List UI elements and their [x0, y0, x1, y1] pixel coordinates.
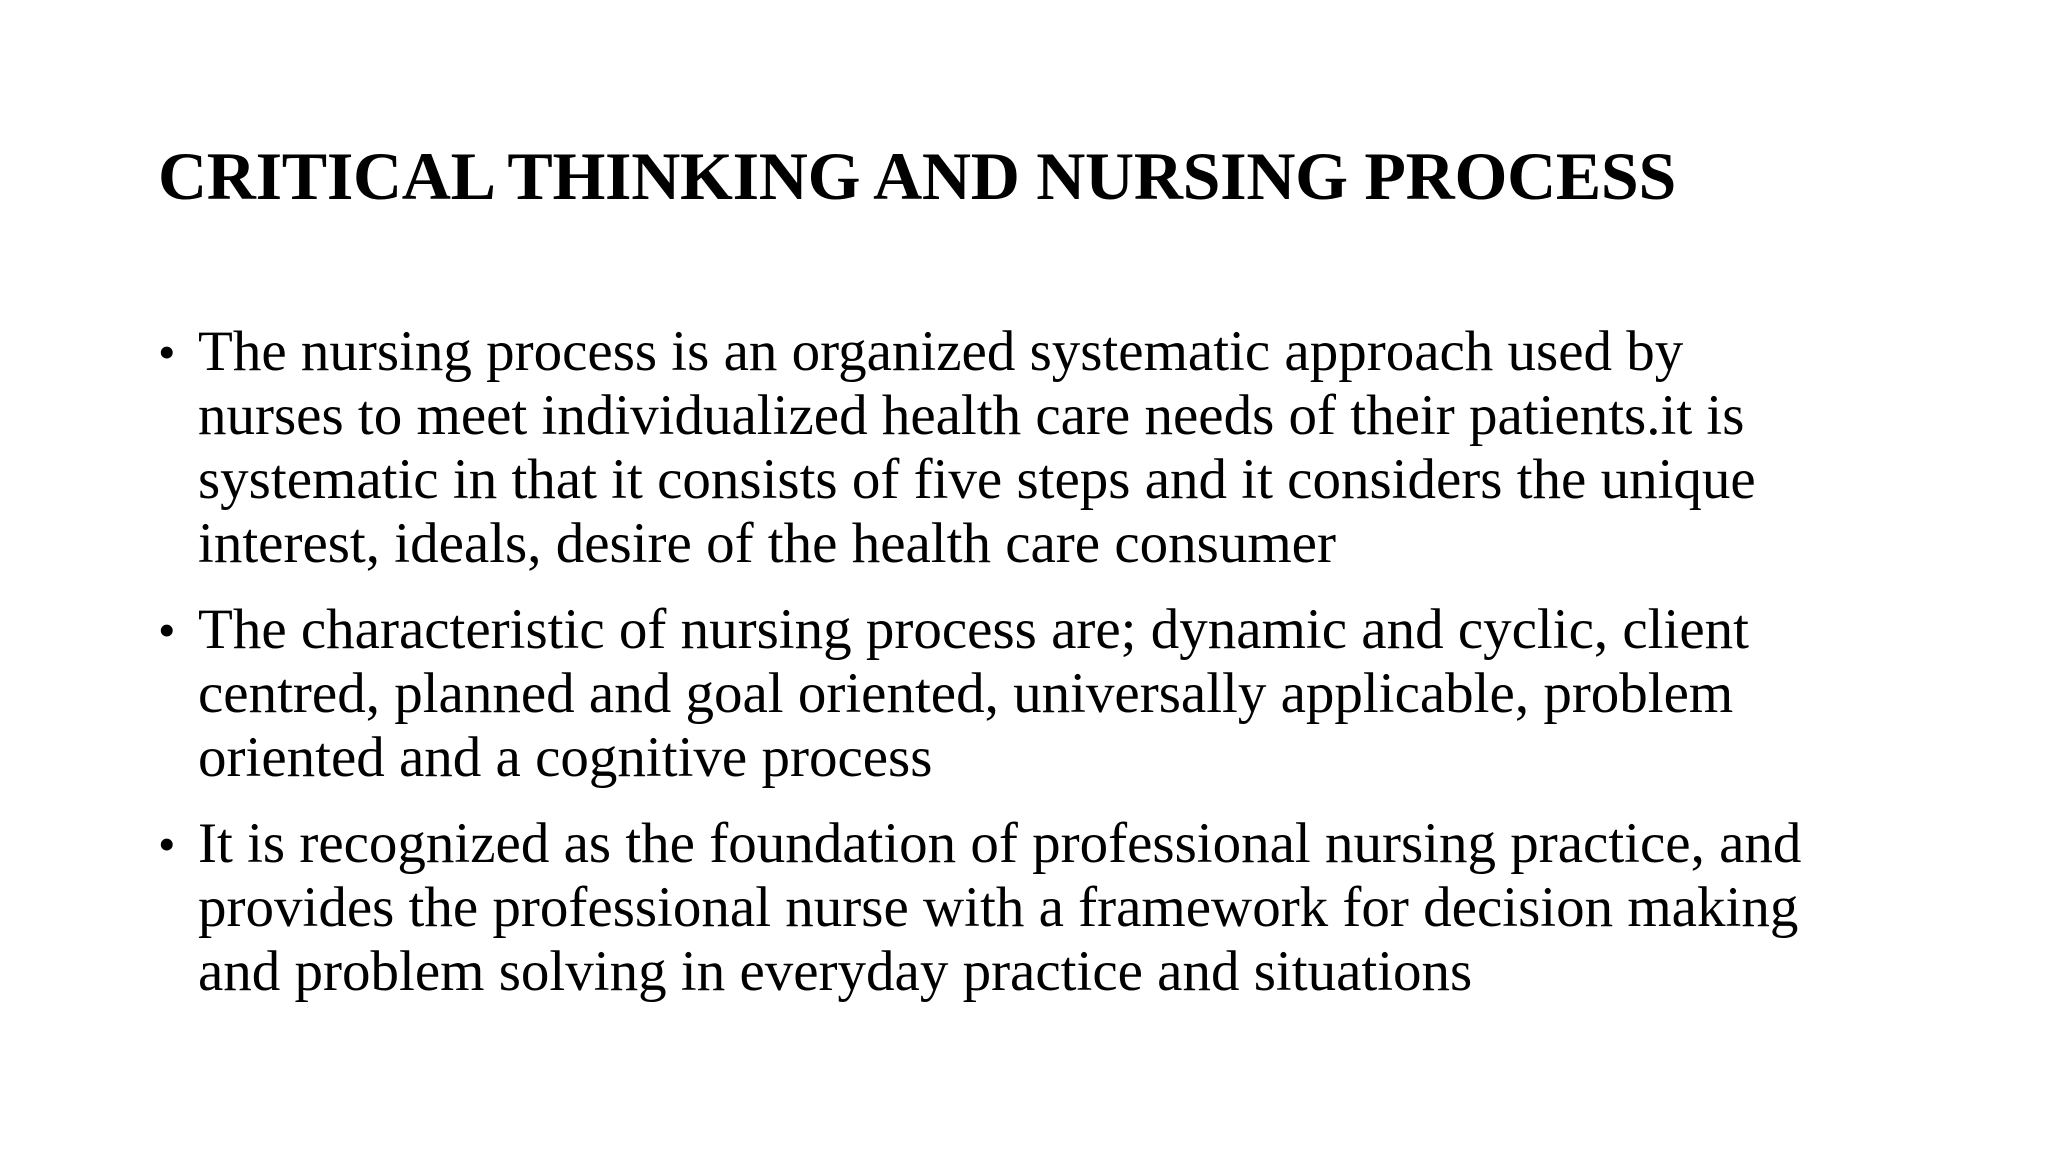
bullet-line: It is recognized as the foundation of professional nursing practice, and — [198, 812, 1802, 875]
bullet-line: nurses to meet individualized health care needs of their patients.it is — [198, 384, 1745, 447]
bullet-icon: • — [158, 816, 176, 872]
bullet-line: oriented and a cognitive process — [198, 726, 933, 789]
bullet-line: systematic in that it consists of five steps and it considers the unique — [198, 448, 1756, 511]
bullet-line: and problem solving in everyday practice and situations — [198, 940, 1473, 1003]
bullet-icon: • — [158, 324, 176, 380]
bullet-line: The nursing process is an organized systematic approach used by — [198, 320, 1684, 383]
bullet-icon: • — [158, 602, 176, 658]
bullet-line: interest, ideals, desire of the health care consumer — [198, 512, 1336, 575]
slide-title: CRITICAL THINKING AND NURSING PROCESS — [158, 138, 1676, 214]
bullet-line: The characteristic of nursing process are; dynamic and cyclic, client — [198, 598, 1749, 661]
bullet-item — [158, 320, 1918, 576]
bullet-item — [158, 812, 1918, 1004]
bullet-line: provides the professional nurse with a framework for decision making — [198, 876, 1799, 939]
bullet-line: centred, planned and goal oriented, universally applicable, problem — [198, 662, 1734, 725]
bullet-item — [158, 598, 1918, 790]
bullet-list — [158, 320, 1918, 1026]
